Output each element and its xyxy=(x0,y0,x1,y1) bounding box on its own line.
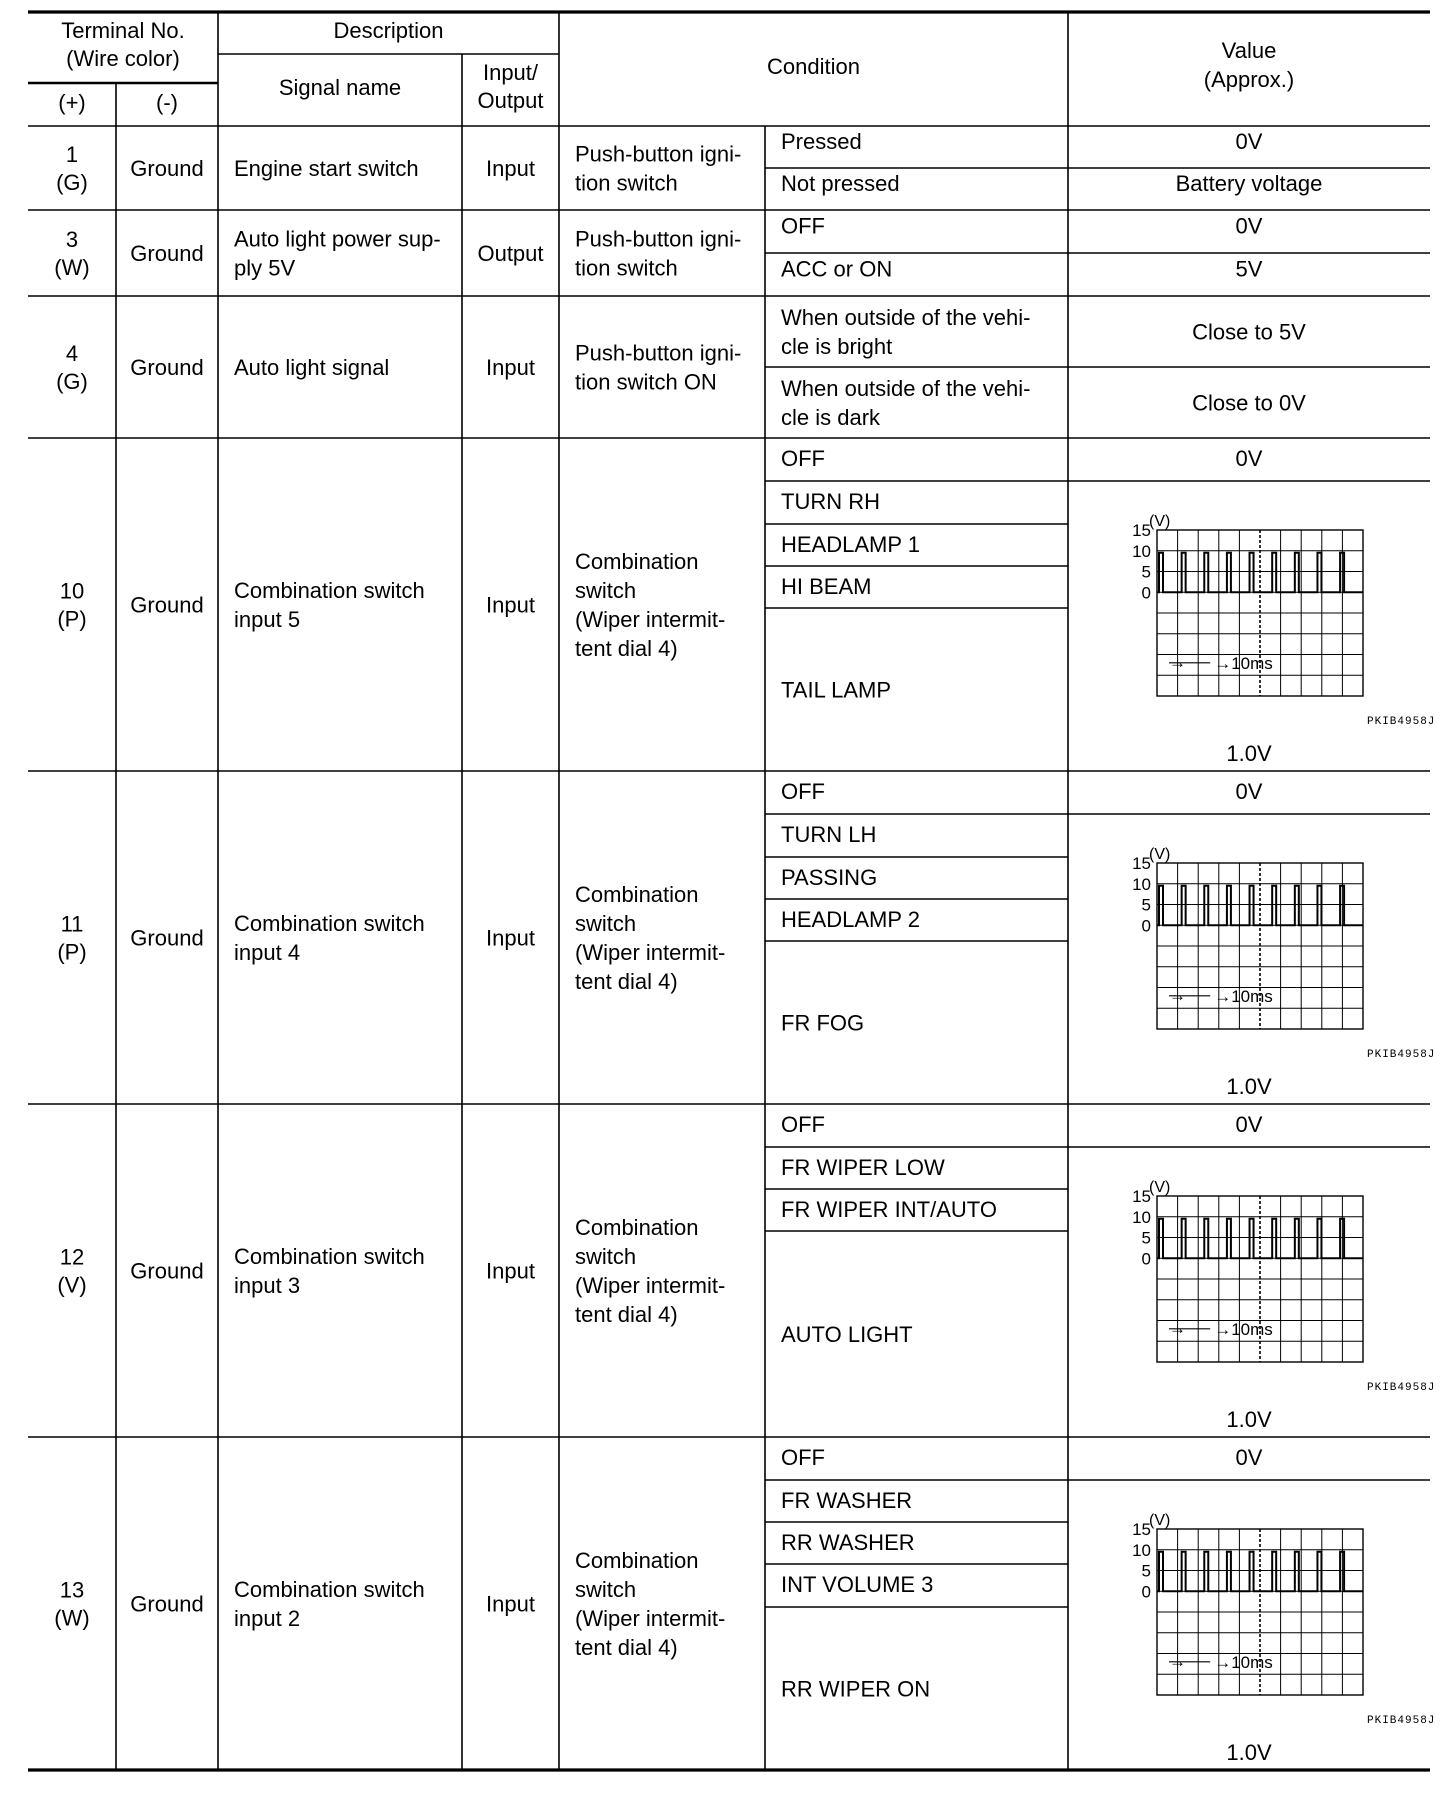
header-input-output: Input/ xyxy=(482,60,539,85)
scope-y-tick: 15 xyxy=(1132,1520,1151,1539)
ground-terminal: Ground xyxy=(130,925,204,951)
signal-name: input 4 xyxy=(234,940,301,965)
condition-detail: OFF xyxy=(781,1445,825,1470)
condition-detail: RR WASHER xyxy=(781,1530,915,1555)
condition-detail: OFF xyxy=(781,213,825,239)
terminal-number: 10 xyxy=(59,578,85,604)
scope-y-tick: 15 xyxy=(1132,854,1151,873)
ground-terminal: Ground xyxy=(130,241,204,266)
terminal-number: 13 xyxy=(59,1577,85,1603)
condition-detail: HEADLAMP 1 xyxy=(781,532,920,557)
scope-arrow-head: → xyxy=(1169,1651,1186,1671)
scope-unit-label: (V) xyxy=(1149,513,1171,530)
table-row xyxy=(57,446,1435,766)
header-signal-name: Signal name xyxy=(278,75,402,100)
signal-name: ply 5V xyxy=(234,255,296,281)
header-input-output: Output xyxy=(477,88,544,113)
scope-y-tick: 10 xyxy=(1132,541,1151,561)
value-text: Close to 5V xyxy=(1192,319,1306,345)
figure-code: PKIB4958J xyxy=(1367,1715,1436,1727)
scope-arrow-head: → xyxy=(1169,985,1186,1005)
scope-y-tick: 10 xyxy=(1132,1540,1151,1560)
oscilloscope-waveform xyxy=(1132,513,1435,728)
scope-y-tick: 0 xyxy=(1141,1582,1151,1602)
scope-value: 1.0V xyxy=(1226,741,1272,766)
signal-name: Combination switch xyxy=(234,911,425,936)
oscilloscope-waveform xyxy=(1132,846,1435,1061)
input-output: Input xyxy=(486,1591,535,1617)
scope-time-label: →10ms xyxy=(1214,1319,1273,1339)
value-text: 5V xyxy=(1235,256,1263,282)
figure-code: PKIB4958J xyxy=(1367,716,1436,728)
condition-detail: RR WIPER ON xyxy=(781,1676,931,1702)
figure-code: PKIB4958J xyxy=(1367,1382,1436,1394)
scope-y-tick: 0 xyxy=(1141,583,1151,603)
signal-name: Combination switch xyxy=(234,1577,425,1602)
scope-unit-label: (V) xyxy=(1149,846,1171,863)
condition-detail: PASSING xyxy=(781,865,878,890)
condition-detail: Not pressed xyxy=(781,171,900,196)
condition-main: (Wiper intermit- xyxy=(575,1606,726,1631)
ground-terminal: Ground xyxy=(130,1258,204,1284)
scope-arrow-head: → xyxy=(1169,652,1186,672)
scope-y-tick: 5 xyxy=(1141,562,1151,582)
condition-main: tent dial 4) xyxy=(575,1302,678,1327)
value-text: 0V xyxy=(1235,129,1263,154)
scope-y-tick: 0 xyxy=(1141,916,1151,936)
scope-y-tick: 0 xyxy=(1141,1249,1151,1269)
condition-detail: TAIL LAMP xyxy=(781,677,892,703)
wire-color: (P) xyxy=(57,606,87,632)
oscilloscope-waveform xyxy=(1132,1512,1435,1727)
condition-detail: TURN RH xyxy=(781,489,880,514)
input-output: Input xyxy=(486,156,535,181)
condition-detail: Pressed xyxy=(781,129,862,154)
condition-main: tion switch xyxy=(575,170,678,196)
condition-detail: FR WASHER xyxy=(781,1488,913,1513)
condition-main: switch xyxy=(575,911,637,936)
scope-value: 1.0V xyxy=(1226,1407,1272,1432)
condition-main: tent dial 4) xyxy=(575,969,678,994)
condition-detail: ACC or ON xyxy=(781,256,893,282)
header-minus: (-) xyxy=(156,90,178,115)
value-text: 0V xyxy=(1235,1445,1263,1470)
scope-y-tick: 5 xyxy=(1141,1561,1151,1581)
scope-time-label: →10ms xyxy=(1214,1652,1273,1672)
value-text: Battery voltage xyxy=(1175,171,1323,196)
value-text: 0V xyxy=(1235,446,1263,471)
value-text: 0V xyxy=(1235,213,1263,239)
scope-unit-label: (V) xyxy=(1149,1512,1171,1529)
condition-detail: cle is bright xyxy=(781,334,893,359)
terminal-number: 4 xyxy=(65,341,79,366)
condition-main: tion switch xyxy=(575,255,678,281)
header-condition: Condition xyxy=(767,54,860,79)
table-body xyxy=(54,129,1435,1765)
signal-name: input 3 xyxy=(234,1273,301,1298)
table-header xyxy=(58,18,1294,115)
condition-main: Combination xyxy=(575,1215,699,1240)
scope-y-tick: 5 xyxy=(1141,1228,1151,1248)
scope-value: 1.0V xyxy=(1226,1074,1272,1099)
condition-main: switch xyxy=(575,1577,637,1602)
terminal-number: 1 xyxy=(65,142,79,167)
scope-y-tick: 15 xyxy=(1132,521,1151,540)
condition-detail: AUTO LIGHT xyxy=(781,1322,913,1347)
condition-main: switch xyxy=(575,1244,637,1269)
condition-detail: OFF xyxy=(781,1112,825,1137)
condition-detail: When outside of the vehi- xyxy=(781,376,1031,401)
header-wire-color: (Wire color) xyxy=(66,46,180,71)
condition-detail: INT VOLUME 3 xyxy=(781,1572,934,1597)
wire-color: (P) xyxy=(57,939,87,965)
scope-time-label: →10ms xyxy=(1214,986,1273,1006)
condition-detail: When outside of the vehi- xyxy=(781,305,1031,330)
scope-y-tick: 10 xyxy=(1132,874,1151,894)
header-terminal-no: Terminal No. xyxy=(61,18,185,43)
condition-detail: OFF xyxy=(781,446,825,471)
ground-terminal: Ground xyxy=(130,355,204,380)
condition-detail: FR FOG xyxy=(781,1010,865,1036)
table-row xyxy=(56,129,1322,196)
condition-main: Combination xyxy=(575,882,699,907)
ground-terminal: Ground xyxy=(130,1591,204,1617)
value-text: 0V xyxy=(1235,1112,1263,1137)
scope-arrow-head: → xyxy=(1169,1318,1186,1338)
input-output: Input xyxy=(486,592,535,618)
header-description: Description xyxy=(333,18,444,43)
input-output: Input xyxy=(486,355,535,380)
condition-main: (Wiper intermit- xyxy=(575,607,726,632)
condition-main: Push-button igni- xyxy=(575,141,742,167)
oscilloscope-waveform xyxy=(1132,1179,1435,1394)
condition-main: Push-button igni- xyxy=(575,340,742,366)
figure-code: PKIB4958J xyxy=(1367,1049,1436,1061)
condition-detail: FR WIPER LOW xyxy=(781,1155,945,1180)
terminal-number: 3 xyxy=(65,227,79,252)
condition-detail: OFF xyxy=(781,779,825,804)
value-text: Close to 0V xyxy=(1192,390,1306,416)
scope-y-tick: 10 xyxy=(1132,1207,1151,1227)
signal-name: Auto light signal xyxy=(234,355,390,380)
condition-main: Push-button igni- xyxy=(575,226,742,252)
table-row xyxy=(54,214,1262,282)
value-text: 0V xyxy=(1235,779,1263,804)
condition-main: tent dial 4) xyxy=(575,1635,678,1660)
signal-name: input 2 xyxy=(234,1606,301,1631)
scope-time-label: →10ms xyxy=(1214,653,1273,673)
wire-color: (W) xyxy=(54,255,90,280)
ground-terminal: Ground xyxy=(130,156,204,181)
condition-main: Combination xyxy=(575,1548,699,1573)
condition-detail: cle is dark xyxy=(781,405,881,430)
signal-name: Auto light power sup- xyxy=(234,226,441,252)
signal-name: Engine start switch xyxy=(234,156,419,181)
header-plus: (+) xyxy=(58,90,86,115)
wire-color: (G) xyxy=(56,369,88,394)
condition-main: switch xyxy=(575,578,637,603)
signal-name: Combination switch xyxy=(234,578,425,603)
table-row xyxy=(57,779,1435,1099)
terminal-number: 11 xyxy=(60,911,84,937)
condition-main: Combination xyxy=(575,549,699,574)
input-output: Input xyxy=(486,1258,535,1284)
condition-main: (Wiper intermit- xyxy=(575,1273,726,1298)
condition-detail: FR WIPER INT/AUTO xyxy=(781,1197,997,1222)
input-output: Input xyxy=(486,925,535,951)
signal-name: Combination switch xyxy=(234,1244,425,1269)
signal-name: input 5 xyxy=(234,607,301,632)
header-value: Value xyxy=(1221,38,1277,63)
scope-unit-label: (V) xyxy=(1149,1179,1171,1196)
scope-y-tick: 15 xyxy=(1132,1187,1151,1206)
ground-terminal: Ground xyxy=(130,592,204,618)
wire-color: (G) xyxy=(56,170,88,195)
condition-main: tent dial 4) xyxy=(575,636,678,661)
table-row xyxy=(57,1112,1435,1432)
condition-detail: HEADLAMP 2 xyxy=(781,907,920,932)
condition-main: tion switch ON xyxy=(575,369,717,395)
header-value: (Approx.) xyxy=(1203,67,1295,92)
wire-color: (V) xyxy=(57,1272,87,1298)
scope-y-tick: 5 xyxy=(1141,895,1151,915)
condition-detail: HI BEAM xyxy=(781,574,872,599)
condition-main: (Wiper intermit- xyxy=(575,940,726,965)
terminal-number: 12 xyxy=(59,1244,85,1270)
wire-color: (W) xyxy=(54,1605,90,1631)
input-output: Output xyxy=(477,241,544,266)
scope-value: 1.0V xyxy=(1226,1740,1272,1765)
table-row xyxy=(54,1445,1435,1765)
condition-detail: TURN LH xyxy=(781,822,877,847)
